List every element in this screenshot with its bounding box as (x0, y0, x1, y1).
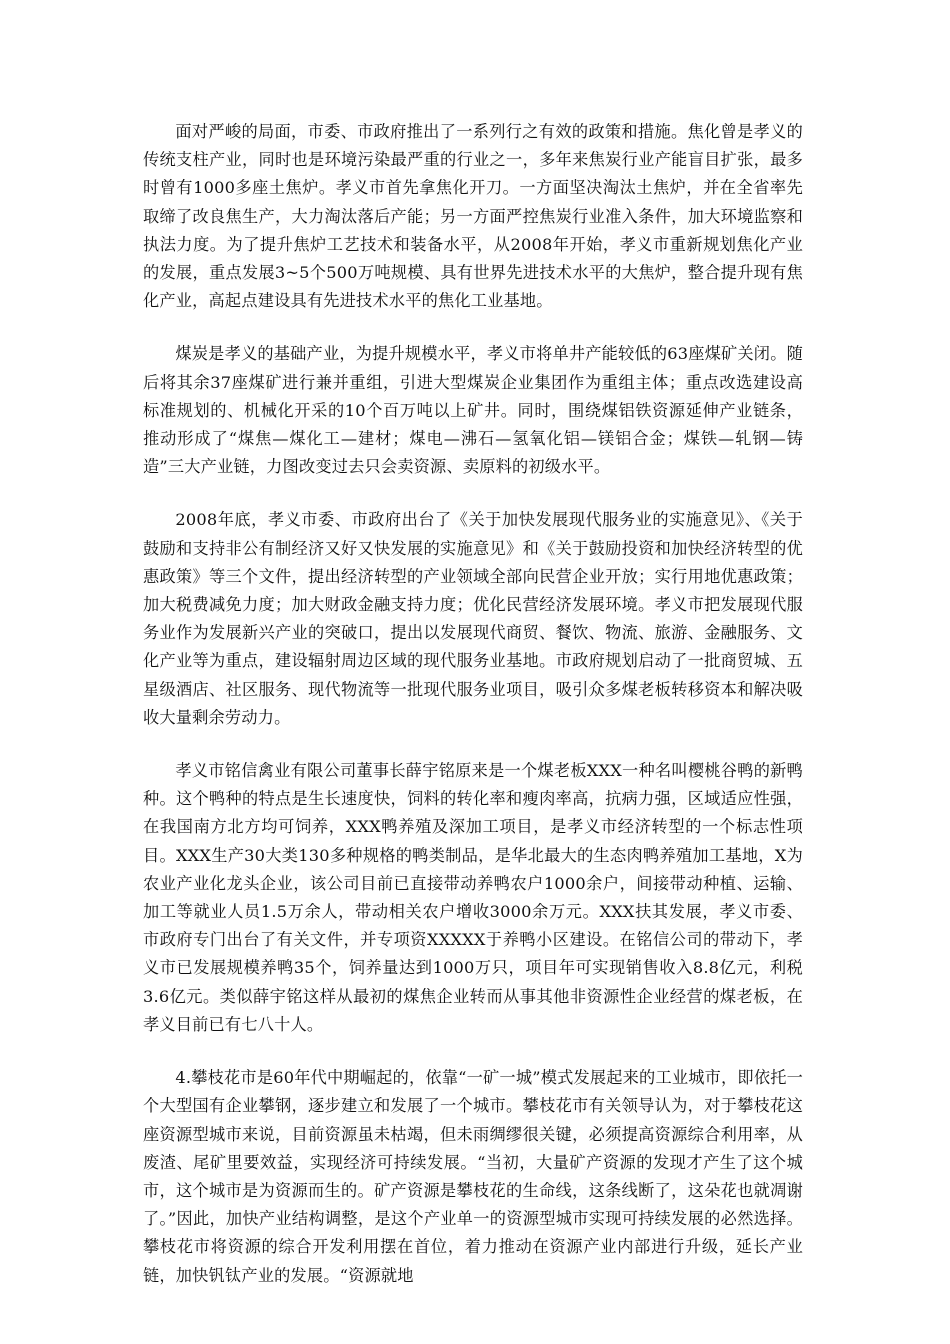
paragraph-coking-policy: 面对严峻的局面，市委、市政府推出了一系列行之有效的政策和措施。焦化曾是孝义的传统支柱产业，同时也是环境污染最严重的行业之一，多年来焦炭行业产能盲目扩张，最多时曾有1000多座土焦炉。孝义市首先拿焦化开刀。一方面坚决淘汰土焦炉，并在全省率先取缔了改良焦生产，大力淘汰落后产能；另一方面严控焦炭行业准入条件，加大环境监察和执法力度。为了提升焦炉工艺技术和装备水平，从2008年开始，孝义市重新规划焦化产业的发展，重点发展3~5个500万吨规模、具有世界先进技术水平的大焦炉，整合提升现有焦化产业，高起点建设具有先进技术水平的焦化工业基地。 (143, 122, 803, 311)
document-body (143, 118, 803, 1315)
paragraph-duck-farming: 孝义市铭信禽业有限公司董事长薛宇铭原来是一个煤老板XXX一种名叫樱桃谷鸭的新鸭种。这个鸭种的特点是生长速度快，饲料的转化率和瘦肉率高，抗病力强，区域适应性强，在我国南方北方均可饲养，XXX鸭养殖及深加工项目，是孝义市经济转型的一个标志性项目。XXX生产30大类130多种规格的鸭类制品，是华北最大的生态肉鸭养殖加工基地，X为农业产业化龙头企业，该公司目前已直接带动养鸭农户1000余户，间接带动种植、运输、加工等就业人员1.5万余人，带动相关农户增收3000余万元。XXX扶其发展，孝义市委、市政府专门出台了有关文件，并专项资XXXXX于养鸭小区建设。在铭信公司的带动下，孝义市已发展规模养鸭35个，饲养量达到1000万只，项目年可实现销售收入8.8亿元，利税3.6亿元。类似薛宇铭这样从最初的煤焦企业转而从事其他非资源性企业经营的煤老板，在孝义目前已有七八十人。 (143, 761, 803, 1034)
paragraph-coal-industry: 煤炭是孝义的基础产业，为提升规模水平，孝义市将单井产能较低的63座煤矿关闭。随后将其余37座煤矿进行兼并重组，引进大型煤炭企业集团作为重组主体；重点改选建设高标准规划的、机械化开采的10个百万吨以上矿井。同时，围绕煤铝铁资源延伸产业链条，推动形成了“煤焦—煤化工—建材；煤电—沸石—氢氧化铝—镁铝合金；煤铁—轧钢—铸造”三大产业链，力图改变过去只会卖资源、卖原料的初级水平。 (143, 344, 803, 477)
paragraph-panzhihua: 4.攀枝花市是60年代中期崛起的，依靠“一矿一城”模式发展起来的工业城市，即依托一个大型国有企业攀钢，逐步建立和发展了一个城市。攀枝花市有关领导认为，对于攀枝花这座资源型城市来说，目前资源虽未枯竭，但未雨绸缪很关键，必须提高资源综合利用率，从废渣、尾矿里要效益，实现经济可持续发展。“当初，大量矿产资源的发现才产生了这个城市，这个城市是为资源而生的。矿产资源是攀枝花的生命线，这条线断了，这朵花也就凋谢了。”因此，加快产业结构调整，是这个产业单一的资源型城市实现可持续发展的必然选择。攀枝花市将资源的综合开发利用摆在首位，着力推动在资源产业内部进行升级，延长产业链，加快钒钛产业的发展。“资源就地 (143, 1068, 803, 1285)
paragraph-service-industry: 2008年底，孝义市委、市政府出台了《关于加快发展现代服务业的实施意见》、《关于鼓励和支持非公有制经济又好又快发展的实施意见》和《关于鼓励投资和加快经济转型的优惠政策》等三个文件，提出经济转型的产业领域全部向民营企业开放；实行用地优惠政策；加大税费减免力度；加大财政金融支持力度；优化民营经济发展环境。孝义市把发展现代服务业作为发展新兴产业的突破口，提出以发展现代商贸、餐饮、物流、旅游、金融服务、文化产业等为重点，建设辐射周边区域的现代服务业基地。市政府规划启动了一批商贸城、五星级酒店、社区服务、现代物流等一批现代服务业项目，吸引众多煤老板转移资本和解决吸收大量剩余劳动力。 (143, 510, 803, 727)
